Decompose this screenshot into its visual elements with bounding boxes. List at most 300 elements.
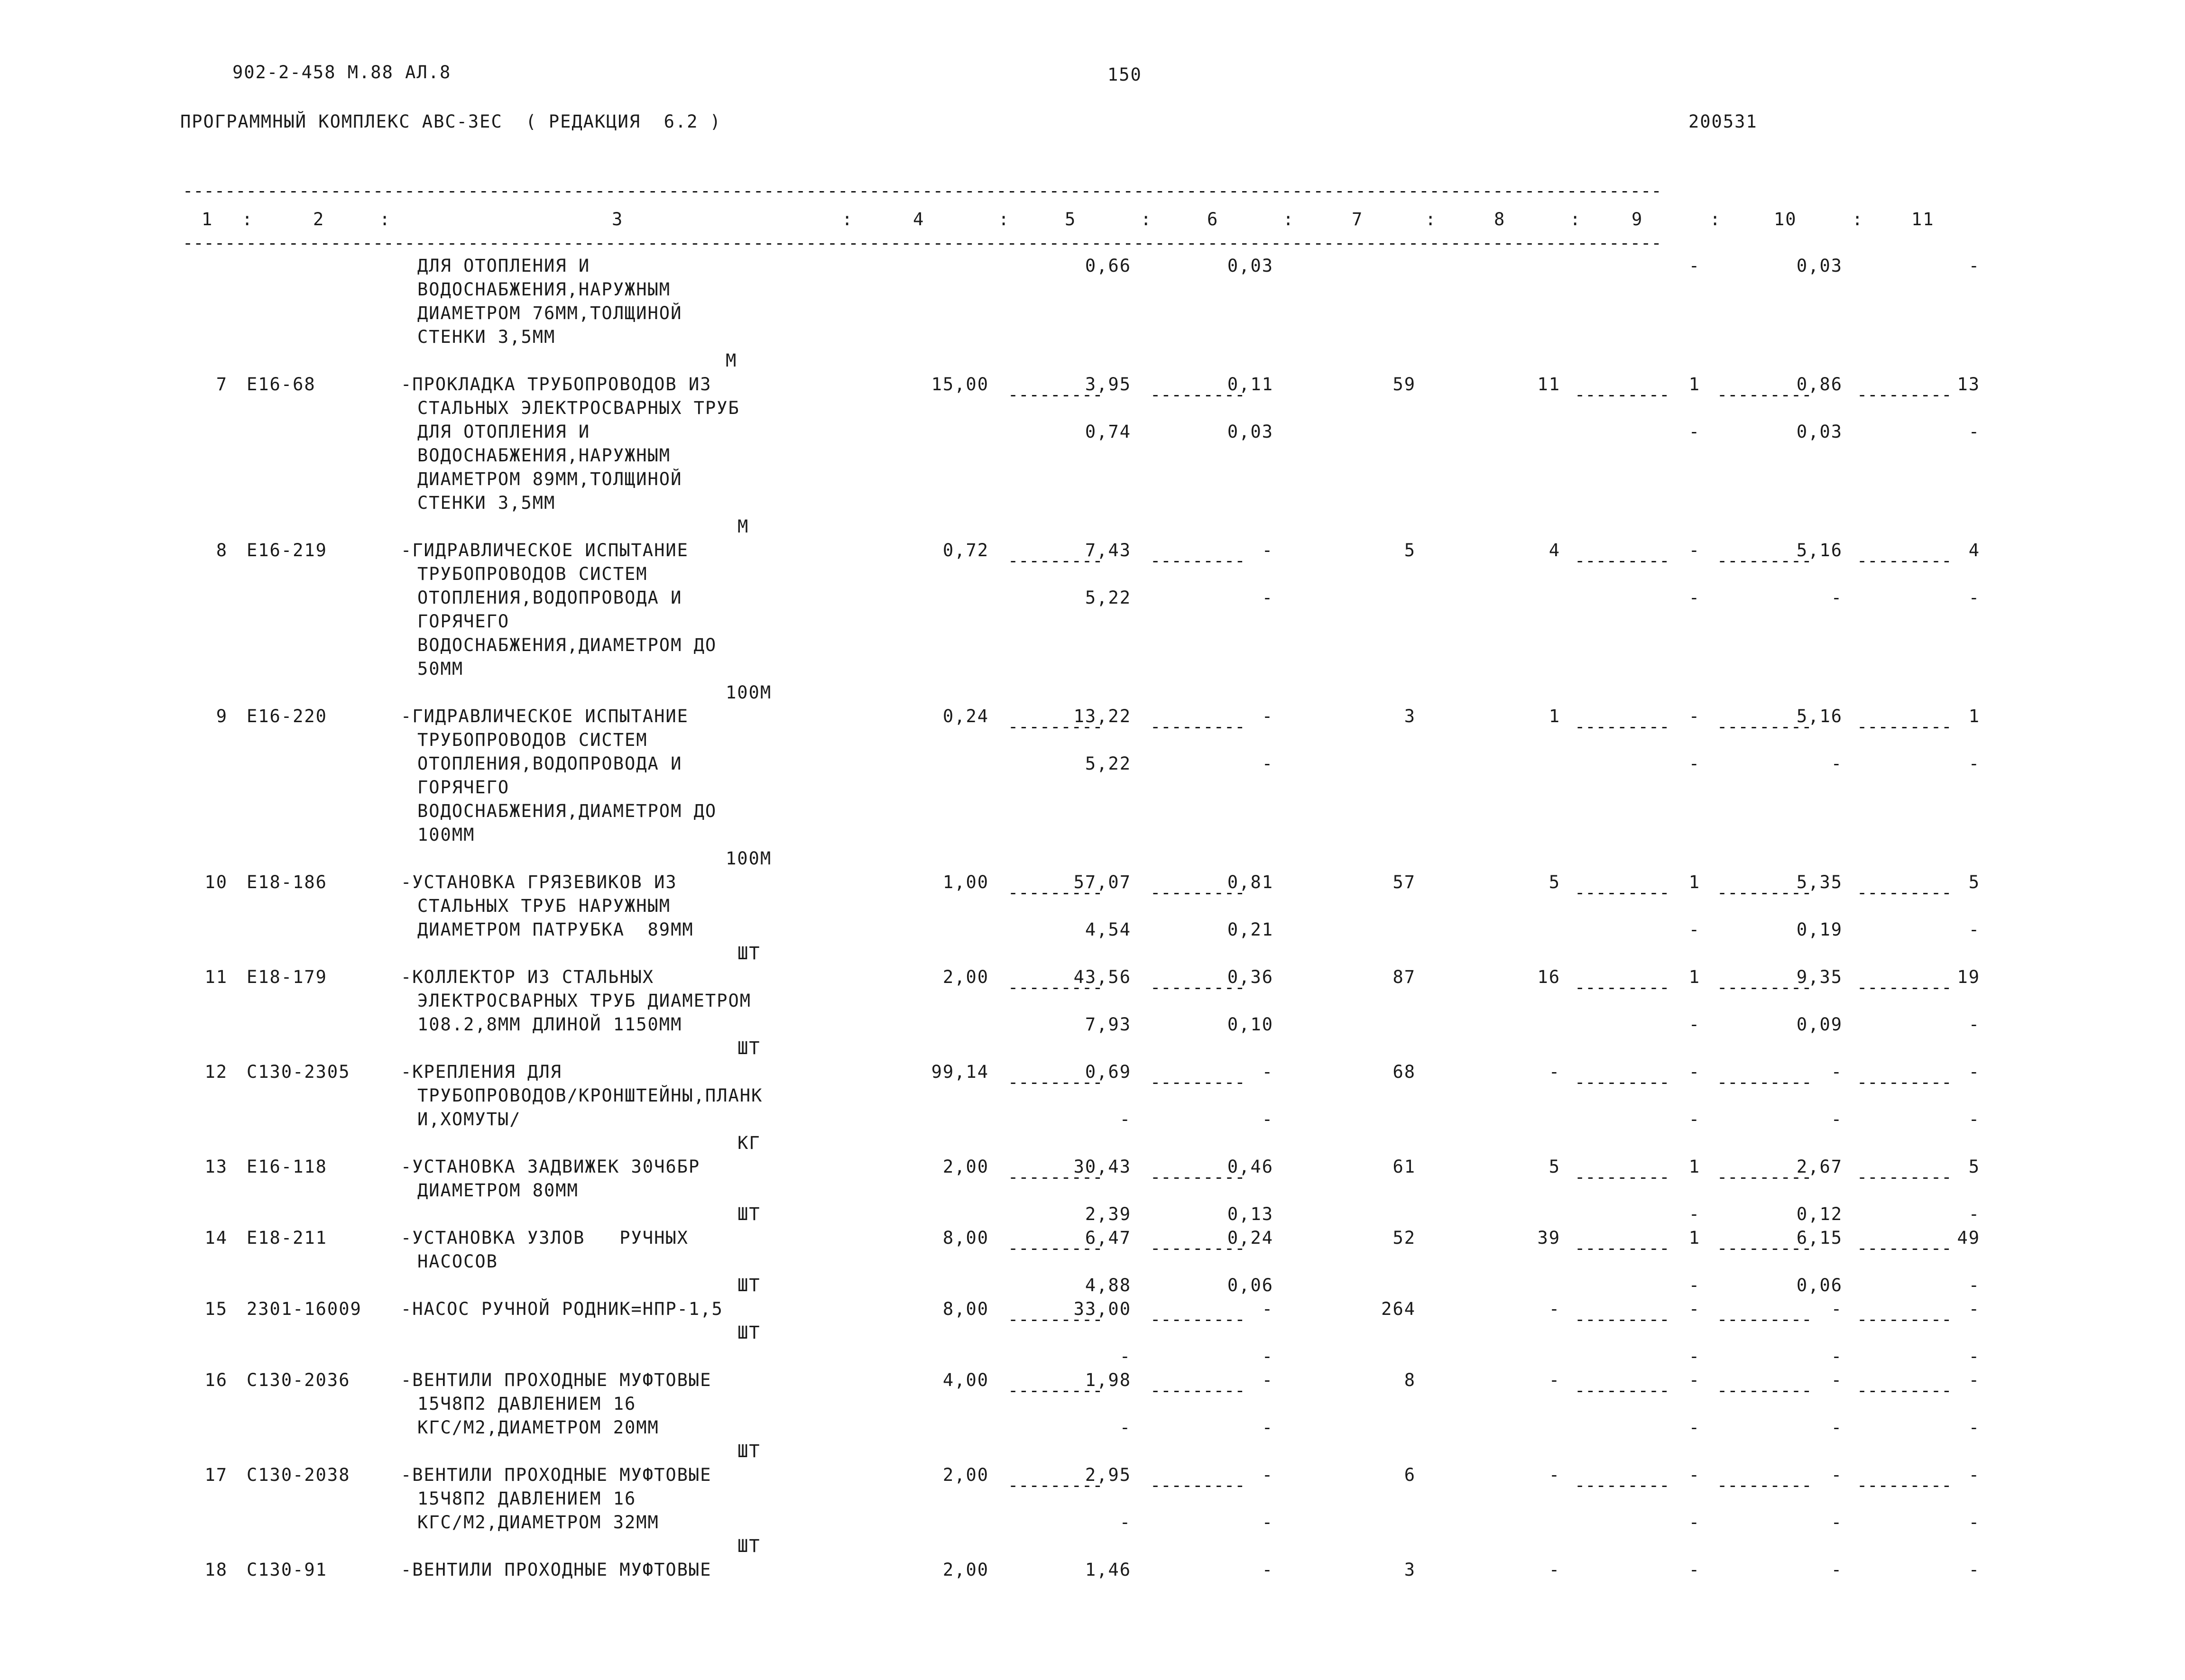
description-line: ДЛЯ ОТОПЛЕНИЯ И	[417, 422, 590, 442]
value-c11: 5	[1968, 872, 1980, 892]
unit-label: 100М	[726, 682, 772, 703]
subtotal-rule: ---------	[1150, 551, 1245, 571]
row-number: 18	[204, 1560, 228, 1580]
subtotal-rule: ---------	[1575, 1072, 1670, 1092]
subtotal-rule: ---------	[1008, 1167, 1103, 1187]
value-c5: 57,07	[1073, 872, 1131, 892]
value-c9: -	[1688, 1062, 1700, 1082]
description-line: ДИАМЕТРОМ ПАТРУБКА 89ММ	[417, 919, 694, 940]
doc-number: 200531	[1688, 111, 1758, 132]
value-c11: -	[1968, 1014, 1980, 1035]
subtotal-rule: ---------	[1857, 882, 1952, 903]
value-c5: 0,74	[1085, 422, 1131, 442]
subtotal-rule: ---------	[1575, 1380, 1670, 1401]
program-title: ПРОГРАММНЫЙ КОМПЛЕКС АВС-ЗЕС ( РЕДАКЦИЯ 6.2 )	[180, 111, 721, 132]
norm-code: Е18-211	[247, 1228, 327, 1248]
doc-code: 902-2-458 М.88 АЛ.8	[232, 62, 452, 83]
quantity: 1,00	[942, 872, 989, 892]
value-c5: 5,22	[1085, 753, 1131, 774]
value-c7: 87	[1392, 967, 1416, 987]
description-line: ВОДОСНАБЖЕНИЯ,ДИАМЕТРОМ ДО	[417, 801, 717, 821]
subtotal-rule: ---------	[1575, 385, 1670, 405]
value-c6: -	[1262, 1560, 1273, 1580]
value-c8: 16	[1537, 967, 1560, 987]
subtotal-rule: ---------	[1008, 385, 1103, 405]
subtotal-rule: ---------	[1150, 1072, 1245, 1092]
value-c9: -	[1688, 753, 1700, 774]
column-header-7: 7	[1352, 209, 1364, 230]
value-c5: 1,98	[1085, 1370, 1131, 1390]
value-c6: -	[1262, 540, 1273, 560]
value-c6: 0,21	[1227, 919, 1273, 940]
value-c6: -	[1262, 1417, 1273, 1438]
subtotal-rule: ---------	[1857, 1167, 1952, 1187]
value-c7: 3	[1404, 706, 1416, 726]
subtotal-rule: ---------	[1575, 1167, 1670, 1187]
description-line: -НАСОС РУЧНОЙ РОДНИК=НПР-1,5	[401, 1299, 723, 1319]
value-c10: -	[1831, 1417, 1843, 1438]
value-c10: -	[1831, 1370, 1843, 1390]
value-c10: -	[1831, 1512, 1843, 1533]
value-c9: -	[1688, 1346, 1700, 1367]
subtotal-rule: ---------	[1575, 977, 1670, 998]
description-line: -ВЕНТИЛИ ПРОХОДНЫЕ МУФТОВЫЕ	[401, 1370, 712, 1390]
description-line: СТЕНКИ 3,5ММ	[417, 327, 556, 347]
value-c10: -	[1831, 1062, 1843, 1082]
value-c5: 7,93	[1085, 1014, 1131, 1035]
column-header-6: 6	[1207, 209, 1219, 230]
row-number: 8	[216, 540, 228, 560]
value-c8: 11	[1537, 374, 1560, 395]
subtotal-rule: ---------	[1150, 977, 1245, 998]
subtotal-rule: ---------	[1717, 1072, 1812, 1092]
description-line: ТРУБОПРОВОДОВ СИСТЕМ	[417, 730, 648, 750]
value-c5: 30,43	[1073, 1157, 1131, 1177]
quantity: 0,24	[942, 706, 989, 726]
value-c5: 4,88	[1085, 1275, 1131, 1295]
column-separator: :	[379, 209, 391, 230]
quantity: 4,00	[942, 1370, 989, 1390]
row-number: 10	[204, 872, 228, 892]
subtotal-rule: ---------	[1857, 1072, 1952, 1092]
description-line: НАСОСОВ	[417, 1251, 498, 1272]
norm-code: Е16-220	[247, 706, 327, 726]
value-c11: 1	[1968, 706, 1980, 726]
subtotal-rule: ---------	[1857, 385, 1952, 405]
description-line: ОТОПЛЕНИЯ,ВОДОПРОВОДА И	[417, 753, 682, 774]
column-separator: :	[1570, 209, 1582, 230]
norm-code: Е16-219	[247, 540, 327, 560]
value-c9: 1	[1688, 967, 1700, 987]
value-c10: 0,86	[1796, 374, 1843, 395]
subtotal-rule: ---------	[1008, 977, 1103, 998]
value-c11: -	[1968, 919, 1980, 940]
norm-code: С130-2036	[247, 1370, 350, 1390]
row-number: 11	[204, 967, 228, 987]
subtotal-rule: ---------	[1857, 977, 1952, 998]
description-line: ДИАМЕТРОМ 89ММ,ТОЛЩИНОЙ	[417, 469, 682, 489]
value-c11: -	[1968, 1417, 1980, 1438]
value-c9: -	[1688, 1512, 1700, 1533]
quantity: 15,00	[931, 374, 989, 395]
unit-label: 100М	[726, 848, 772, 869]
value-c7: 3	[1404, 1560, 1416, 1580]
value-c8: -	[1549, 1465, 1560, 1485]
subtotal-rule: ---------	[1575, 1475, 1670, 1496]
subtotal-rule: ---------	[1150, 1238, 1245, 1258]
value-c7: 61	[1392, 1157, 1416, 1177]
value-c11: -	[1968, 1109, 1980, 1129]
column-header-11: 11	[1911, 209, 1935, 230]
value-c11: 5	[1968, 1157, 1980, 1177]
column-separator: :	[1141, 209, 1152, 230]
subtotal-rule: ---------	[1717, 882, 1812, 903]
description-line: СТАЛЬНЫХ ТРУБ НАРУЖНЫМ	[417, 896, 671, 916]
norm-code: Е16-118	[247, 1157, 327, 1177]
column-separator: :	[1283, 209, 1295, 230]
value-c10: -	[1831, 1346, 1843, 1367]
subtotal-rule: ---------	[1717, 1380, 1812, 1401]
value-c11: -	[1968, 1512, 1980, 1533]
value-c11: -	[1968, 1275, 1980, 1295]
value-c8: 39	[1537, 1228, 1560, 1248]
description-line: -УСТАНОВКА УЗЛОВ РУЧНЫХ	[401, 1228, 689, 1248]
column-separator: :	[998, 209, 1010, 230]
subtotal-rule: ---------	[1150, 716, 1245, 737]
value-c11: -	[1968, 256, 1980, 276]
description-line: ГОРЯЧЕГО	[417, 611, 510, 632]
description-line: -УСТАНОВКА ЗАДВИЖЕК 30Ч6БР	[401, 1157, 701, 1177]
value-c5: 2,95	[1085, 1465, 1131, 1485]
value-c10: 5,35	[1796, 872, 1843, 892]
value-c6: -	[1262, 1109, 1273, 1129]
description-line: КГС/М2,ДИАМЕТРОМ 32ММ	[417, 1512, 659, 1533]
row-number: 16	[204, 1370, 228, 1390]
description-line: 15Ч8П2 ДАВЛЕНИЕМ 16	[417, 1394, 636, 1414]
value-c10: 0,03	[1796, 256, 1843, 276]
value-c6: 0,03	[1227, 422, 1273, 442]
quantity: 99,14	[931, 1062, 989, 1082]
subtotal-rule: ---------	[1717, 1475, 1812, 1496]
value-c9: -	[1688, 1299, 1700, 1319]
description-line: ВОДОСНАБЖЕНИЯ,НАРУЖНЫМ	[417, 279, 671, 300]
unit-label: ШТ	[738, 1322, 761, 1343]
value-c9: -	[1688, 540, 1700, 560]
value-c6: -	[1262, 1370, 1273, 1390]
value-c5: -	[1119, 1346, 1131, 1367]
value-c11: 19	[1957, 967, 1980, 987]
value-c9: 1	[1688, 872, 1700, 892]
description-line: 15Ч8П2 ДАВЛЕНИЕМ 16	[417, 1488, 636, 1509]
value-c6: 0,81	[1227, 872, 1273, 892]
value-c7: 264	[1381, 1299, 1416, 1319]
value-c10: 0,06	[1796, 1275, 1843, 1295]
value-c10: 6,15	[1796, 1228, 1843, 1248]
description-line: КГС/М2,ДИАМЕТРОМ 20ММ	[417, 1417, 659, 1438]
column-separator: :	[1425, 209, 1437, 230]
value-c11: -	[1968, 1370, 1980, 1390]
subtotal-rule: ---------	[1008, 716, 1103, 737]
subtotal-rule: ---------	[1008, 882, 1103, 903]
subtotal-rule: ---------	[1857, 1475, 1952, 1496]
subtotal-rule: ---------	[1008, 1475, 1103, 1496]
value-c9: -	[1688, 919, 1700, 940]
value-c9: -	[1688, 1109, 1700, 1129]
value-c10: 2,67	[1796, 1157, 1843, 1177]
value-c6: 0,36	[1227, 967, 1273, 987]
norm-code: С130-2038	[247, 1465, 350, 1485]
row-number: 15	[204, 1299, 228, 1319]
norm-code: Е16-68	[247, 374, 316, 395]
column-separator: :	[1852, 209, 1864, 230]
value-c10: 0,12	[1796, 1204, 1843, 1224]
unit-label: М	[738, 516, 749, 537]
column-separator: :	[842, 209, 854, 230]
description-line: -КРЕПЛЕНИЯ ДЛЯ	[401, 1062, 562, 1082]
value-c6: -	[1262, 1062, 1273, 1082]
value-c8: 1	[1549, 706, 1560, 726]
description-line: ДИАМЕТРОМ 80ММ	[417, 1180, 579, 1201]
value-c9: -	[1688, 588, 1700, 608]
subtotal-rule: ---------	[1857, 716, 1952, 737]
value-c5: 0,66	[1085, 256, 1131, 276]
column-header-3: 3	[612, 209, 624, 230]
value-c6: 0,46	[1227, 1157, 1273, 1177]
value-c6: 0,03	[1227, 256, 1273, 276]
subtotal-rule: ---------	[1717, 977, 1812, 998]
value-c11: -	[1968, 1062, 1980, 1082]
value-c8: -	[1549, 1062, 1560, 1082]
norm-code: С130-2305	[247, 1062, 350, 1082]
value-c5: 2,39	[1085, 1204, 1131, 1224]
value-c11: 4	[1968, 540, 1980, 560]
row-number: 17	[204, 1465, 228, 1485]
unit-label: ШТ	[738, 1536, 761, 1556]
value-c10: -	[1831, 1560, 1843, 1580]
value-c5: 3,95	[1085, 374, 1131, 395]
description-line: 50ММ	[417, 659, 464, 679]
subtotal-rule: ---------	[1150, 1167, 1245, 1187]
value-c5: 5,22	[1085, 588, 1131, 608]
value-c11: 13	[1957, 374, 1980, 395]
column-separator: :	[242, 209, 254, 230]
value-c9: -	[1688, 1417, 1700, 1438]
value-c6: 0,13	[1227, 1204, 1273, 1224]
value-c7: 57	[1392, 872, 1416, 892]
value-c5: 0,69	[1085, 1062, 1131, 1082]
value-c10: 9,35	[1796, 967, 1843, 987]
unit-label: ШТ	[738, 1441, 761, 1461]
value-c6: -	[1262, 588, 1273, 608]
unit-label: ШТ	[738, 1204, 761, 1224]
value-c7: 6	[1404, 1465, 1416, 1485]
value-c6: 0,24	[1227, 1228, 1273, 1248]
value-c10: -	[1831, 753, 1843, 774]
subtotal-rule: ---------	[1717, 551, 1812, 571]
table-header-rule: --------------------------------------------------------------------------------------------------------------------------------------------	[183, 233, 1662, 253]
subtotal-rule: ---------	[1008, 551, 1103, 571]
description-line: ЭЛЕКТРОСВАРНЫХ ТРУБ ДИАМЕТРОМ	[417, 991, 752, 1011]
value-c5: 6,47	[1085, 1228, 1131, 1248]
value-c9: -	[1688, 1465, 1700, 1485]
value-c11: -	[1968, 1346, 1980, 1367]
description-line: ОТОПЛЕНИЯ,ВОДОПРОВОДА И	[417, 588, 682, 608]
description-line: ДИАМЕТРОМ 76ММ,ТОЛЩИНОЙ	[417, 303, 682, 323]
unit-label: КГ	[738, 1133, 761, 1153]
value-c8: -	[1549, 1299, 1560, 1319]
subtotal-rule: ---------	[1150, 1309, 1245, 1330]
value-c9: -	[1688, 1014, 1700, 1035]
row-number: 12	[204, 1062, 228, 1082]
row-number: 9	[216, 706, 228, 726]
description-line: ДЛЯ ОТОПЛЕНИЯ И	[417, 256, 590, 276]
subtotal-rule: ---------	[1575, 1238, 1670, 1258]
quantity: 2,00	[942, 967, 989, 987]
description-line: СТАЛЬНЫХ ЭЛЕКТРОСВАРНЫХ ТРУБ	[417, 398, 740, 418]
value-c9: -	[1688, 1370, 1700, 1390]
value-c5: 43,56	[1073, 967, 1131, 987]
value-c6: -	[1262, 1299, 1273, 1319]
column-header-9: 9	[1632, 209, 1643, 230]
value-c11: -	[1968, 588, 1980, 608]
quantity: 8,00	[942, 1228, 989, 1248]
row-number: 7	[216, 374, 228, 395]
description-line: И,ХОМУТЫ/	[417, 1109, 521, 1129]
value-c9: -	[1688, 1560, 1700, 1580]
column-separator: :	[1710, 209, 1722, 230]
value-c7: 52	[1392, 1228, 1416, 1248]
unit-label: ШТ	[738, 943, 761, 964]
value-c8: -	[1549, 1560, 1560, 1580]
value-c9: -	[1688, 422, 1700, 442]
norm-code: С130-91	[247, 1560, 327, 1580]
value-c11: -	[1968, 1465, 1980, 1485]
description-line: ТРУБОПРОВОДОВ/КРОНШТЕЙНЫ,ПЛАНК	[417, 1085, 763, 1106]
row-number: 14	[204, 1228, 228, 1248]
description-line: -ВЕНТИЛИ ПРОХОДНЫЕ МУФТОВЫЕ	[401, 1465, 712, 1485]
subtotal-rule: ---------	[1150, 385, 1245, 405]
value-c6: -	[1262, 1465, 1273, 1485]
quantity: 8,00	[942, 1299, 989, 1319]
value-c6: 0,06	[1227, 1275, 1273, 1295]
value-c10: 0,09	[1796, 1014, 1843, 1035]
value-c10: 5,16	[1796, 540, 1843, 560]
value-c9: 1	[1688, 1157, 1700, 1177]
value-c6: -	[1262, 753, 1273, 774]
value-c6: -	[1262, 706, 1273, 726]
subtotal-rule: ---------	[1717, 1238, 1812, 1258]
description-line: -ПРОКЛАДКА ТРУБОПРОВОДОВ ИЗ	[401, 374, 712, 395]
value-c10: -	[1831, 1299, 1843, 1319]
subtotal-rule: ---------	[1008, 1309, 1103, 1330]
value-c9: 1	[1688, 1228, 1700, 1248]
value-c9: -	[1688, 1204, 1700, 1224]
description-line: ГОРЯЧЕГО	[417, 777, 510, 798]
description-line: -УСТАНОВКА ГРЯЗЕВИКОВ ИЗ	[401, 872, 677, 892]
value-c5: 7,43	[1085, 540, 1131, 560]
subtotal-rule: ---------	[1008, 1072, 1103, 1092]
column-header-8: 8	[1494, 209, 1506, 230]
column-header-1: 1	[202, 209, 213, 230]
value-c7: 5	[1404, 540, 1416, 560]
subtotal-rule: ---------	[1008, 1380, 1103, 1401]
value-c8: 5	[1549, 1157, 1560, 1177]
subtotal-rule: ---------	[1857, 1309, 1952, 1330]
row-number: 13	[204, 1157, 228, 1177]
description-line: 108.2,8ММ ДЛИНОЙ 1150ММ	[417, 1014, 682, 1035]
subtotal-rule: ---------	[1575, 551, 1670, 571]
description-line: -ГИДРАВЛИЧЕСКОЕ ИСПЫТАНИЕ	[401, 706, 689, 726]
description-line: -ГИДРАВЛИЧЕСКОЕ ИСПЫТАНИЕ	[401, 540, 689, 560]
page-number: 150	[1107, 64, 1142, 85]
quantity: 0,72	[942, 540, 989, 560]
subtotal-rule: ---------	[1008, 1238, 1103, 1258]
unit-label: М	[726, 350, 738, 371]
value-c9: -	[1688, 256, 1700, 276]
column-header-2: 2	[313, 209, 325, 230]
value-c10: -	[1831, 1109, 1843, 1129]
value-c11: -	[1968, 753, 1980, 774]
unit-label: ШТ	[738, 1038, 761, 1058]
value-c6: 0,10	[1227, 1014, 1273, 1035]
quantity: 2,00	[942, 1560, 989, 1580]
description-line: 100ММ	[417, 825, 475, 845]
value-c7: 8	[1404, 1370, 1416, 1390]
subtotal-rule: ---------	[1717, 716, 1812, 737]
value-c5: 33,00	[1073, 1299, 1131, 1319]
subtotal-rule: ---------	[1150, 1475, 1245, 1496]
subtotal-rule: ---------	[1857, 1380, 1952, 1401]
subtotal-rule: ---------	[1717, 385, 1812, 405]
value-c8: -	[1549, 1370, 1560, 1390]
subtotal-rule: ---------	[1857, 551, 1952, 571]
value-c6: 0,11	[1227, 374, 1273, 395]
value-c9: -	[1688, 1275, 1700, 1295]
value-c10: -	[1831, 1465, 1843, 1485]
value-c11: -	[1968, 1560, 1980, 1580]
norm-code: Е18-179	[247, 967, 327, 987]
value-c5: -	[1119, 1109, 1131, 1129]
unit-label: ШТ	[738, 1275, 761, 1295]
value-c10: -	[1831, 588, 1843, 608]
column-header-4: 4	[913, 209, 925, 230]
subtotal-rule: ---------	[1857, 1238, 1952, 1258]
column-header-10: 10	[1774, 209, 1797, 230]
value-c9: 1	[1688, 374, 1700, 395]
description-line: -ВЕНТИЛИ ПРОХОДНЫЕ МУФТОВЫЕ	[401, 1560, 712, 1580]
quantity: 2,00	[942, 1157, 989, 1177]
value-c5: -	[1119, 1512, 1131, 1533]
description-line: ВОДОСНАБЖЕНИЯ,НАРУЖНЫМ	[417, 445, 671, 466]
value-c10: 0,03	[1796, 422, 1843, 442]
value-c11: -	[1968, 1299, 1980, 1319]
column-header-5: 5	[1065, 209, 1077, 230]
subtotal-rule: ---------	[1717, 1167, 1812, 1187]
value-c5: 1,46	[1085, 1560, 1131, 1580]
description-line: СТЕНКИ 3,5ММ	[417, 493, 556, 513]
value-c11: -	[1968, 1204, 1980, 1224]
table-top-rule: --------------------------------------------------------------------------------------------------------------------------------------------	[183, 181, 1662, 201]
value-c11: 49	[1957, 1228, 1980, 1248]
subtotal-rule: ---------	[1150, 1380, 1245, 1401]
subtotal-rule: ---------	[1717, 1309, 1812, 1330]
value-c10: 0,19	[1796, 919, 1843, 940]
value-c10: 5,16	[1796, 706, 1843, 726]
quantity: 2,00	[942, 1465, 989, 1485]
value-c7: 68	[1392, 1062, 1416, 1082]
norm-code: Е18-186	[247, 872, 327, 892]
subtotal-rule: ---------	[1575, 716, 1670, 737]
